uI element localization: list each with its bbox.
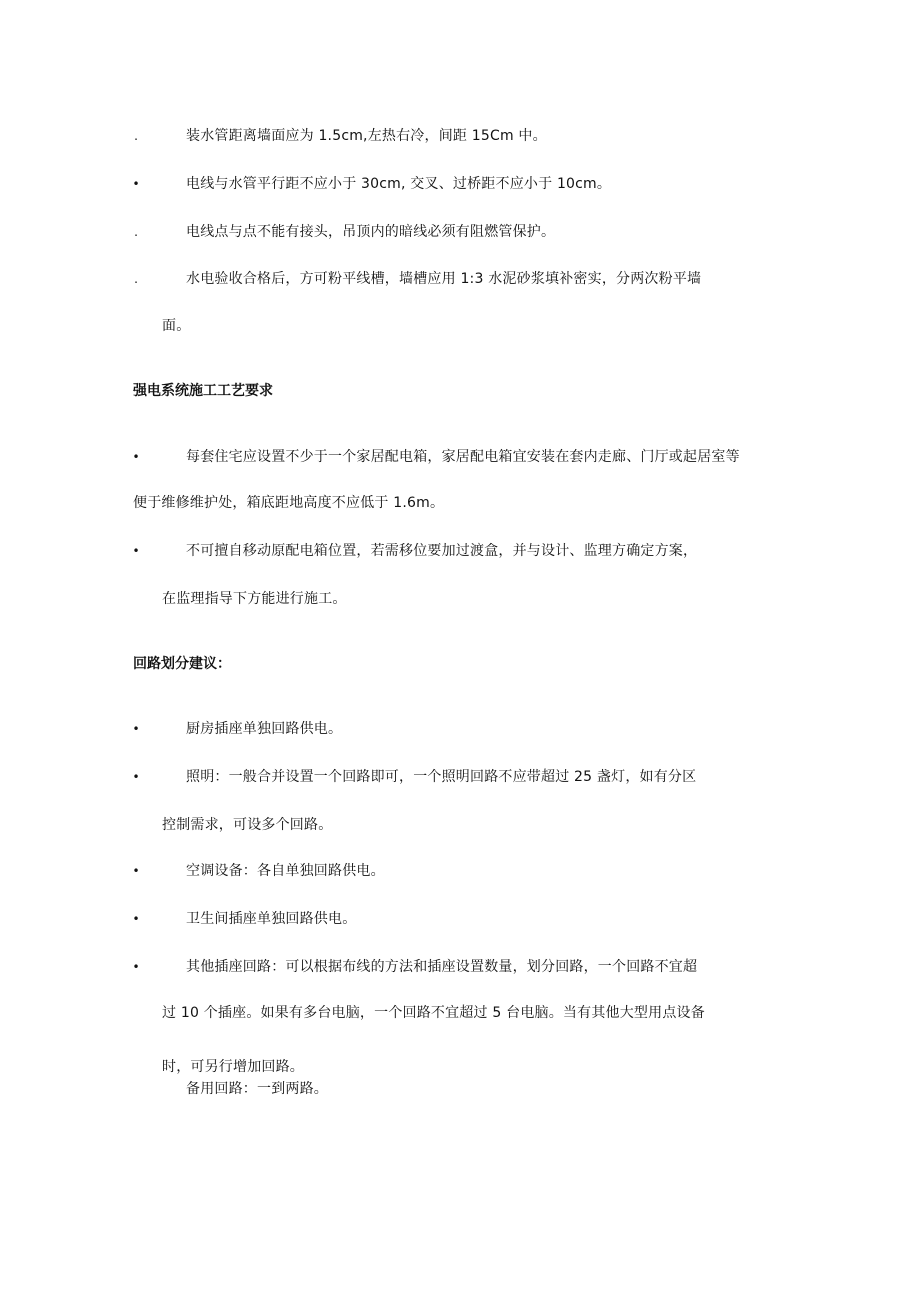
list-item-text: 电线与水管平行距不应小于 30cm, 交叉、过桥距不应小于 10cm。	[186, 176, 612, 192]
list-item-text: 电线点与点不能有接头，吊顶内的暗线必须有阻燃管保护。	[186, 224, 556, 240]
list-item-text: 其他插座回路：可以根据布线的方法和插座设置数量，划分回路，一个回路不宜超	[186, 959, 698, 975]
list-item-continuation: 过 10 个插座。如果有多台电脑，一个回路不宜超过 5 台电脑。当有其他大型用点设备	[162, 1005, 705, 1021]
list-item-text: 装水管距离墙面应为 1.5cm,左热右冷，间距 15Cm 中。	[186, 128, 547, 144]
list-item-text: 每套住宅应设置不少于一个家居配电箱，家居配电箱宜安装在套内走廊、门厅或起居室等	[186, 449, 740, 465]
list-item-text: 不可擅自移动原配电箱位置，若需移位要加过渡盒，并与设计、监理方确定方案，	[186, 543, 698, 559]
list-marker: •	[132, 912, 140, 926]
list-item-continuation: 便于维修维护处，箱底距地高度不应低于 1.6m。	[133, 495, 445, 511]
list-item-continuation: 面。	[162, 318, 191, 334]
section-heading: 强电系统施工工艺要求	[133, 383, 273, 399]
list-marker: •	[132, 722, 140, 736]
list-item-text: 空调设备：各自单独回路供电。	[186, 863, 385, 879]
list-marker: .	[134, 272, 138, 286]
list-marker: •	[132, 544, 140, 558]
list-marker: •	[132, 450, 140, 464]
list-item-continuation: 在监理指导下方能进行施工。	[162, 591, 347, 607]
list-marker: •	[132, 960, 140, 974]
list-item-continuation: 时，可另行增加回路。	[162, 1059, 304, 1075]
list-item-text: 水电验收合格后，方可粉平线槽，墙槽应用 1:3 水泥砂浆填补密实，分两次粉平墙	[186, 271, 702, 287]
list-item-continuation: 控制需求，可设多个回路。	[162, 817, 333, 833]
list-item-text: 照明：一般合并设置一个回路即可，一个照明回路不应带超过 25 盏灯，如有分区	[186, 769, 697, 785]
list-marker: •	[132, 770, 140, 784]
list-item-text: 卫生间插座单独回路供电。	[186, 911, 357, 927]
section-heading: 回路划分建议：	[133, 656, 231, 672]
list-item-text: 厨房插座单独回路供电。	[186, 721, 343, 737]
list-marker: •	[132, 177, 140, 191]
list-item-text: 备用回路：一到两路。	[186, 1081, 328, 1097]
list-marker: .	[134, 129, 138, 143]
list-marker: •	[132, 864, 140, 878]
list-marker: .	[134, 225, 138, 239]
